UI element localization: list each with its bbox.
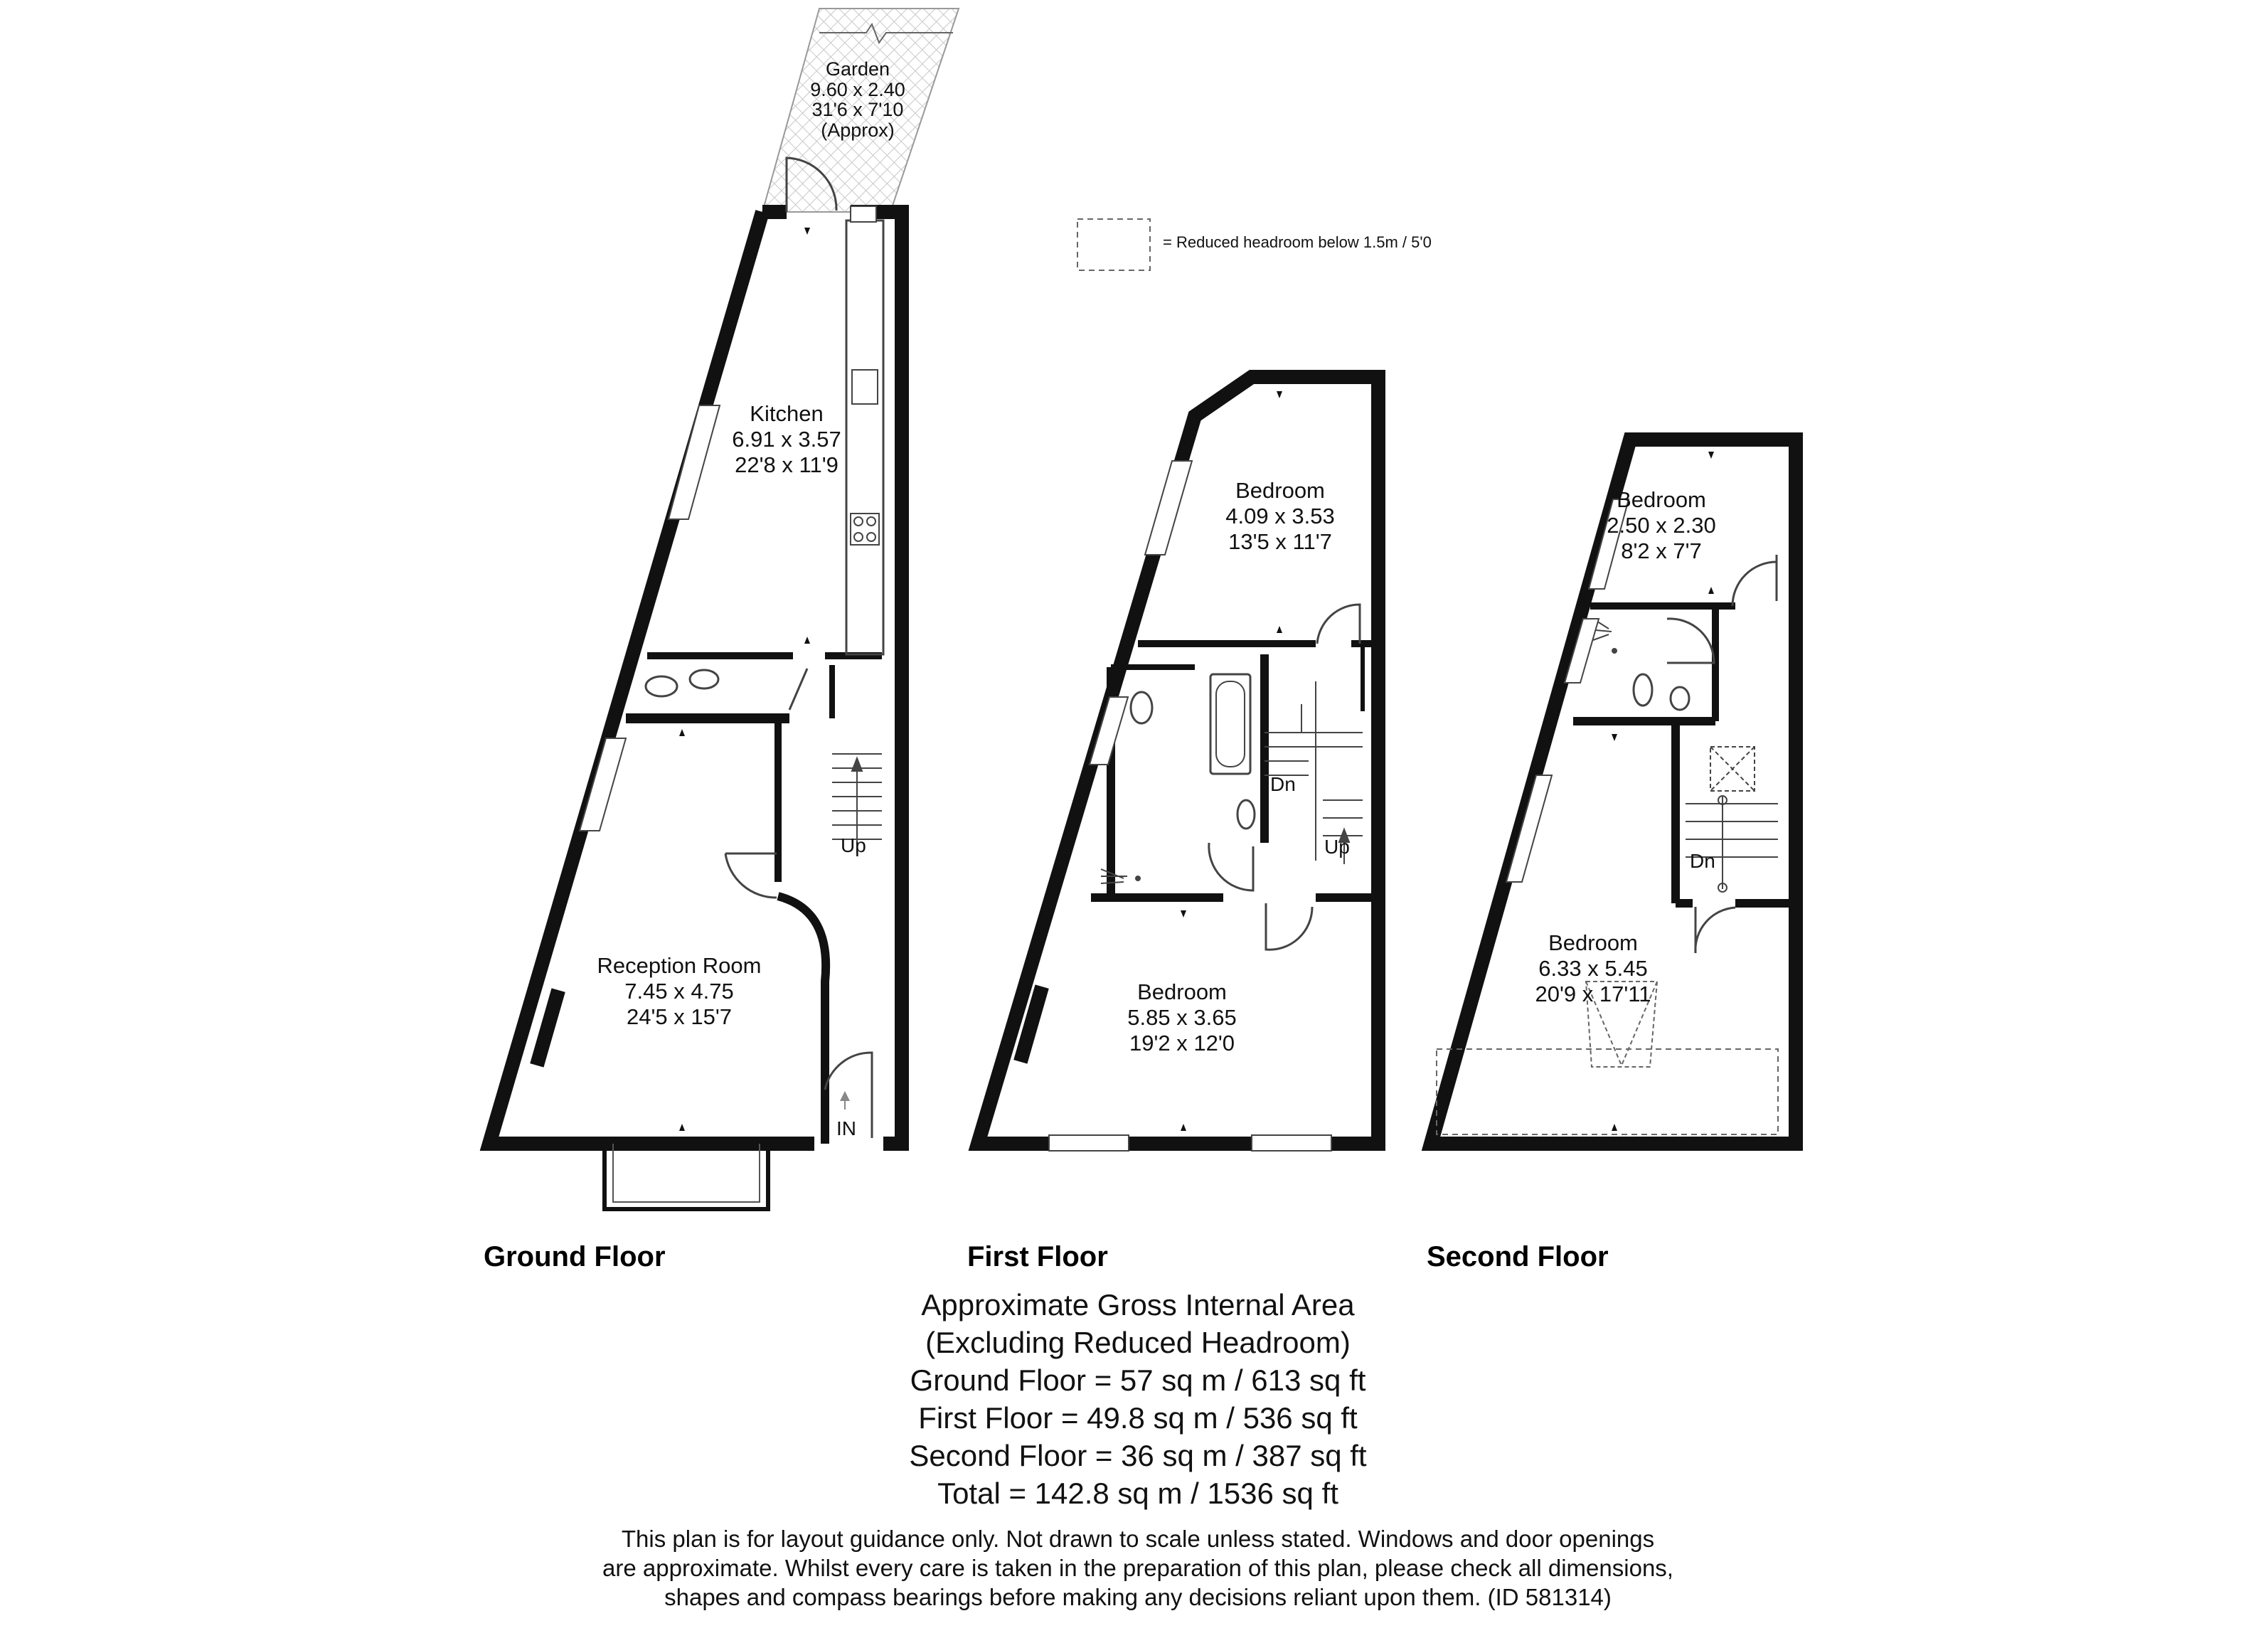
gross-internal-area [754,1286,1522,1512]
reduced-headroom-zone [1437,1049,1778,1134]
garden-imperial: 31'6 x 7'10 [811,99,904,120]
reception-name: Reception Room [597,953,762,978]
area-subheading: (Excluding Reduced Headroom) [925,1326,1351,1359]
first-floor-plan [967,377,1378,1272]
first-bedroom-2-imperial: 19'2 x 12'0 [1129,1031,1235,1055]
rear-bedroom-door [1266,903,1312,950]
sink-icon [852,370,878,404]
legend [1077,219,1432,270]
reception-door [725,853,777,898]
second-bedroom-door [1732,562,1777,606]
first-window-top [1145,461,1192,555]
reception-window [580,738,626,831]
shower-room-door [1667,619,1714,663]
garden-metric: 9.60 x 2.40 [810,79,905,100]
second-large-bedroom-door [1695,907,1735,953]
ground-floor-title: Ground Floor [484,1241,666,1272]
basin-icon [1237,800,1255,829]
first-stairs-up-label: Up [1324,836,1350,858]
kitchen-window [669,405,720,519]
reception-metric: 7.45 x 4.75 [624,979,734,1004]
kitchen-name: Kitchen [750,401,824,426]
first-bedroom-1-imperial: 13'5 x 11'7 [1228,529,1332,554]
area-heading: Approximate Gross Internal Area [921,1288,1355,1321]
toilet-icon [1131,692,1152,723]
second-bedroom-2-imperial: 20'9 x 17'11 [1535,982,1651,1006]
bay-window [605,1144,768,1209]
basin-icon [690,670,718,688]
toilet-icon [646,676,677,696]
hob-icon [851,514,879,545]
garden-name: Garden [825,58,890,80]
area-first-floor: First Floor = 49.8 sq m / 536 sq ft [918,1401,1358,1435]
basin-icon [1671,687,1689,710]
second-bedroom-1-metric: 2.50 x 2.30 [1607,513,1716,538]
second-stairs-down-label: Dn [1690,850,1715,872]
ground-floor-plan [484,9,959,1272]
area-ground-floor: Ground Floor = 57 sq m / 613 sq ft [910,1363,1366,1397]
legend-text: = Reduced headroom below 1.5m / 5'0 [1163,233,1432,251]
reception-imperial: 24'5 x 15'7 [626,1004,733,1029]
kitchen-metric: 6.91 x 3.57 [732,427,841,452]
reduced-headroom-swatch [1077,219,1150,270]
second-bedroom-2-metric: 6.33 x 5.45 [1538,956,1648,981]
bathroom-door [1209,843,1253,890]
first-window-rear-right [1252,1135,1331,1151]
disclaimer-line-1: This plan is for layout guidance only. Not drawn to scale unless stated. Windows and door openings [621,1526,1655,1552]
garden-note: (Approx) [821,119,895,141]
toilet-icon [1634,674,1652,706]
ground-stairs-up-label: Up [841,834,866,856]
disclaimer [455,1524,1821,1612]
second-bedroom-1-name: Bedroom [1617,487,1706,512]
second-bedroom-1-imperial: 8'2 x 7'7 [1621,538,1702,563]
kitchen-imperial: 22'8 x 11'9 [735,452,838,477]
first-bedroom-2-name: Bedroom [1137,979,1227,1004]
second-floor-title: Second Floor [1427,1241,1609,1272]
area-total: Total = 142.8 sq m / 1536 sq ft [937,1477,1338,1510]
disclaimer-line-2: are approximate. Whilst every care is taken in the preparation of this plan, please check all dimensions, [602,1555,1673,1581]
area-second-floor: Second Floor = 36 sq m / 387 sq ft [909,1439,1367,1472]
first-stairs-down-label: Dn [1270,773,1296,795]
first-bedroom-2-metric: 5.85 x 3.65 [1127,1005,1237,1030]
first-bedroom-1-metric: 4.09 x 3.53 [1225,504,1335,528]
first-window-rear-left [1049,1135,1129,1151]
first-bedroom-door [1317,605,1360,644]
second-floor-plan [1427,440,1796,1272]
first-bedroom-1-name: Bedroom [1235,478,1325,503]
entrance-label: IN [836,1117,856,1139]
disclaimer-line-3: shapes and compass bearings before making any decisions reliant upon them. (ID 581314) [664,1584,1612,1610]
first-floor-title: First Floor [967,1241,1108,1272]
second-bedroom-2-name: Bedroom [1548,930,1638,955]
